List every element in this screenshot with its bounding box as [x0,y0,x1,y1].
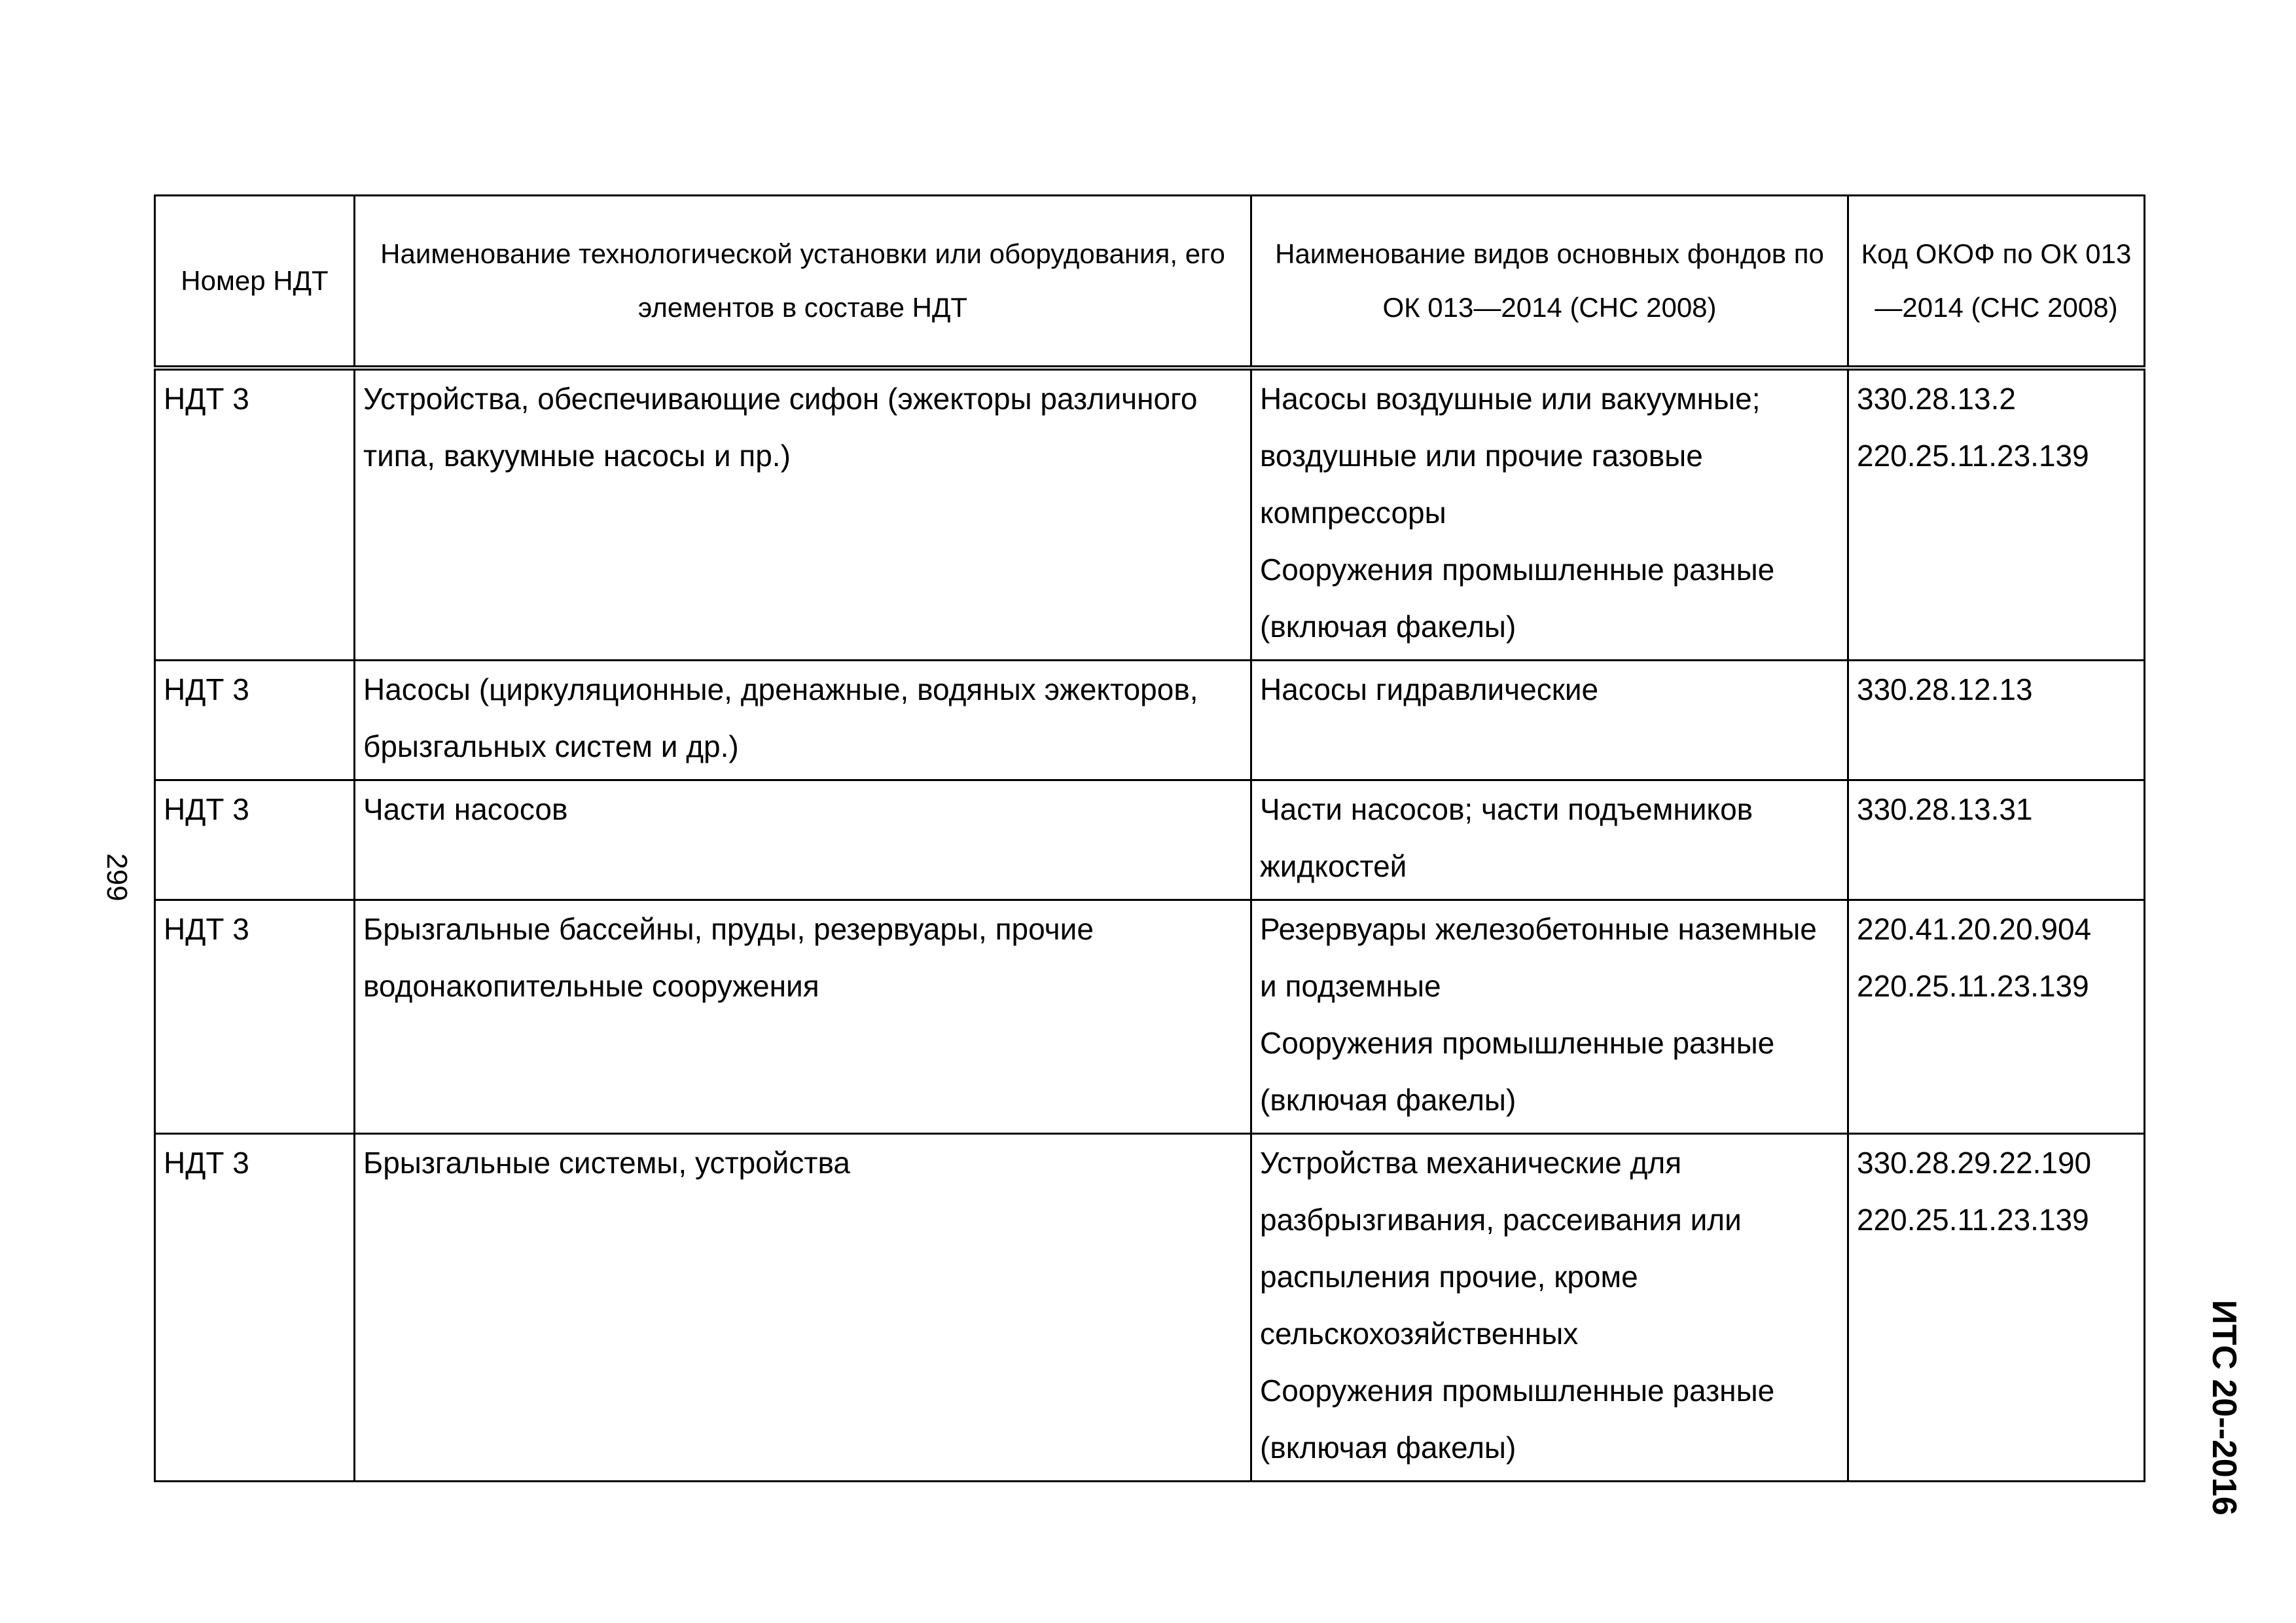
fund-type: Сооружения промышленные разные (включая факелы) [1260,1026,1775,1117]
funds-cell [1251,900,1848,1134]
header-equipment-name: Наименование технологической установки или оборудования, его элементов в составе НДТ [355,196,1251,369]
document-code: ИТС 20--2016 [2205,1300,2243,1516]
table-header-row [155,196,2145,369]
header-ndt-number: Номер НДТ [155,196,355,369]
okof-code: 330.28.29.22.190 [1857,1146,2092,1180]
table-row [155,661,2145,780]
fund-type: Насосы гидравлические [1260,672,1599,706]
okof-table [154,194,2145,1482]
ndt-cell: НДТ 3 [155,1134,355,1482]
funds-cell [1251,661,1848,780]
equipment-cell: Части насосов [355,780,1251,900]
equipment-cell: Брызгальные бассейны, пруды, резервуары, прочие водонакопительные сооружения [355,900,1251,1134]
okof-code: 220.25.11.23.139 [1857,1203,2089,1237]
ndt-cell: НДТ 3 [155,780,355,900]
header-fund-types: Наименование видов основных фондов по ОК 013—2014 (СНС 2008) [1251,196,1848,369]
table-row [155,780,2145,900]
table-row [155,1134,2145,1482]
okof-code: 330.28.13.31 [1857,792,2033,826]
funds-cell [1251,1134,1848,1482]
ndt-cell: НДТ 3 [155,661,355,780]
equipment-cell: Устройства, обеспечивающие сифон (эжекторы различного типа, вакуумные насосы и пр.) [355,368,1251,661]
table-row [155,900,2145,1134]
fund-type: Насосы воздушные или вакуумные; воздушные или прочие газовые компрессоры [1260,382,1761,530]
fund-type: Устройства механические для разбрызгивания, рассеивания или распыления прочие, кроме сельскохозяйственных [1260,1146,1742,1351]
funds-cell [1251,780,1848,900]
codes-cell [1848,368,2145,661]
okof-code: 330.28.13.2 [1857,382,2017,416]
funds-cell [1251,368,1848,661]
equipment-cell: Брызгальные системы, устройства [355,1134,1251,1482]
equipment-cell: Насосы (циркуляционные, дренажные, водяных эжекторов, брызгальных систем и др.) [355,661,1251,780]
fund-type: Сооружения промышленные разные (включая факелы) [1260,553,1775,644]
ndt-cell: НДТ 3 [155,368,355,661]
header-okof-code: Код ОКОФ по ОК 013—2014 (СНС 2008) [1848,196,2145,369]
okof-code: 330.28.12.13 [1857,672,2033,706]
okof-code: 220.25.11.23.139 [1857,969,2089,1003]
okof-code: 220.25.11.23.139 [1857,439,2089,473]
okof-code: 220.41.20.20.904 [1857,912,2092,946]
codes-cell [1848,780,2145,900]
codes-cell [1848,900,2145,1134]
codes-cell [1848,661,2145,780]
fund-type: Части насосов; части подъемников жидкостей [1260,792,1753,883]
codes-cell [1848,1134,2145,1482]
fund-type: Резервуары железобетонные наземные и подземные [1260,912,1817,1003]
ndt-cell: НДТ 3 [155,900,355,1134]
table-row [155,368,2145,661]
page-number: 299 [101,853,133,902]
fund-type: Сооружения промышленные разные (включая факелы) [1260,1374,1775,1465]
